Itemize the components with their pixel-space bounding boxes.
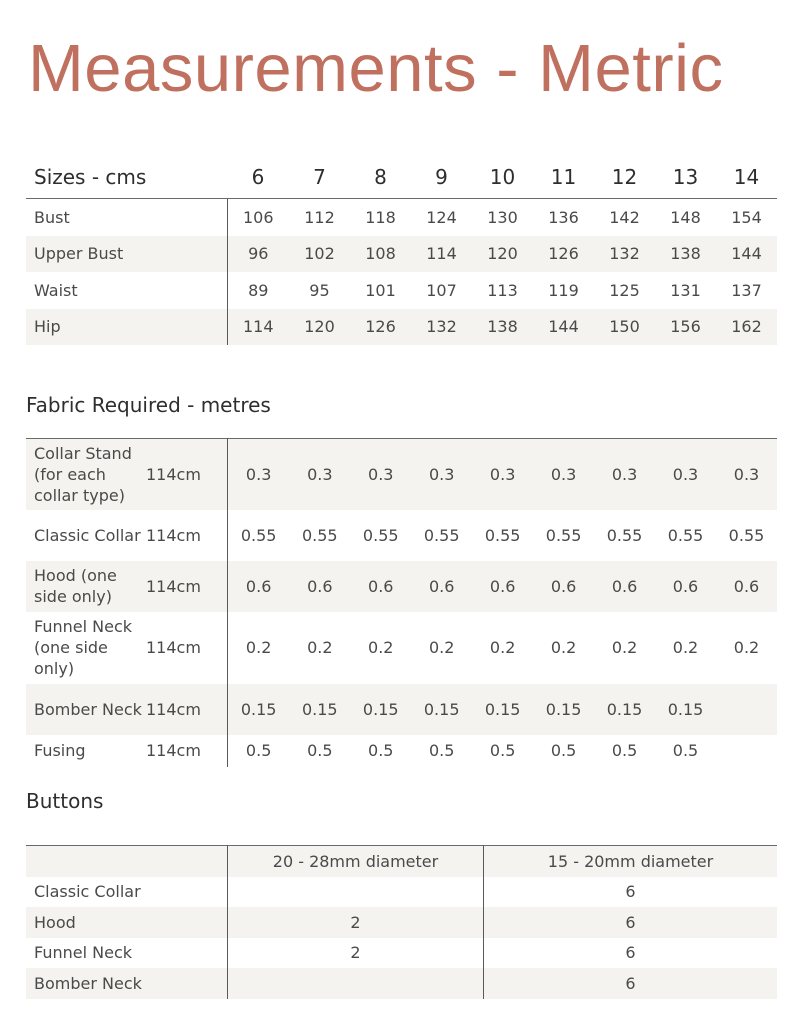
table-cell: 137 [731,280,762,300]
table-cell: 0.2 [550,638,577,657]
table-cell: 125 [609,280,640,300]
table-cell: 0.3 [533,439,594,510]
table-cell: 126 [533,236,594,273]
table-row [26,236,777,273]
fabric-width: 114cm [146,735,228,767]
size-column-header: 13 [655,156,716,199]
table-cell: 120 [472,236,533,273]
table-cell: 102 [289,236,350,273]
buttons-table [26,845,777,999]
table-cell: 0.15 [594,684,655,735]
table-cell: 0.6 [289,561,350,612]
table-cell: 0.55 [606,525,643,545]
table-row [26,968,777,999]
table-cell: 0.3 [289,439,350,510]
table-cell: 0.55 [484,525,521,545]
sizes-table [26,156,777,345]
size-column-header: 6 [227,156,289,199]
table-cell: 0.5 [489,741,516,760]
table-cell: 124 [426,207,457,227]
table-cell: 0.5 [672,741,699,760]
table-cell: 162 [716,309,777,346]
table-cell: 0.15 [350,684,411,735]
table-cell: 0.6 [655,561,716,612]
table-cell: 0.6 [594,561,655,612]
buttons-header-empty [26,846,228,877]
row-label: Upper Bust [26,236,227,273]
table-cell: 0.3 [655,439,716,510]
size-column-header: 11 [533,156,594,199]
table-cell: 0.6 [350,561,411,612]
table-cell: 0.2 [733,638,760,657]
column-header: 20 - 28mm diameter [228,846,484,877]
table-cell: 0.15 [533,684,594,735]
table-cell: 107 [426,280,457,300]
table-cell: 0.6 [533,561,594,612]
table-cell: 6 [484,968,778,999]
table-cell: 0.6 [228,561,290,612]
row-label: Bomber Neck [26,968,228,999]
row-label: Funnel Neck [26,938,228,969]
size-column-header: 12 [594,156,655,199]
buttons-header-row [26,846,777,877]
table-cell: 132 [411,309,472,346]
table-cell: 144 [716,236,777,273]
table-cell: 0.55 [545,525,582,545]
table-cell: 96 [227,236,289,273]
table-cell: 101 [365,280,396,300]
table-cell: 130 [487,207,518,227]
table-cell: 0.5 [368,741,394,760]
table-row [26,561,777,612]
table-cell: 0.2 [307,638,333,657]
fabric-width: 114cm [146,561,228,612]
table-row [26,735,777,767]
fabric-width: 114cm [146,439,228,510]
fabric-heading: Fabric Required - metres [26,393,271,417]
table-cell: 0.3 [350,439,411,510]
table-row [26,907,777,938]
table-row [26,684,777,735]
table-cell: 0.55 [423,525,460,545]
row-label: Collar Stand (for each collar type) [26,439,146,510]
table-cell: 0.2 [245,638,272,657]
table-cell: 120 [289,309,350,346]
table-cell: 119 [548,280,579,300]
table-cell [716,735,777,767]
table-cell: 95 [309,280,330,300]
table-row [26,309,777,346]
table-cell: 118 [365,207,396,227]
table-cell: 126 [350,309,411,346]
table-cell: 0.2 [368,638,394,657]
table-row [26,612,777,684]
row-label: Fusing [34,741,86,760]
table-cell: 0.6 [411,561,472,612]
row-label: Hood [26,907,228,938]
row-label: Funnel Neck (one side only) [34,617,132,678]
table-cell: 0.2 [672,638,699,657]
table-cell: 2 [228,938,484,969]
row-label: Classic Collar [34,525,141,545]
table-cell: 0.6 [716,561,777,612]
size-column-header: 10 [472,156,533,199]
row-label: Waist [26,272,227,309]
table-cell: 114 [227,309,289,346]
size-column-header: 9 [411,156,472,199]
table-cell: 148 [670,207,701,227]
table-cell: 0.55 [728,525,765,545]
table-cell: 144 [533,309,594,346]
table-cell: 0.55 [301,525,338,545]
table-row [26,439,777,510]
table-cell: 0.5 [550,741,577,760]
table-cell: 2 [228,907,484,938]
row-label: Bust [26,199,227,236]
table-row [26,877,777,908]
table-cell: 0.15 [228,684,290,735]
table-cell: 0.2 [428,638,455,657]
table-cell: 0.15 [655,684,716,735]
table-cell: 0.15 [472,684,533,735]
table-cell: 108 [350,236,411,273]
table-cell: 114 [411,236,472,273]
table-cell: 0.55 [667,525,704,545]
table-cell: 0.3 [228,439,290,510]
table-cell: 0.5 [245,741,272,760]
table-cell: 0.3 [716,439,777,510]
table-cell: 131 [670,280,701,300]
table-cell: 6 [484,877,778,908]
table-cell: 0.2 [489,638,516,657]
sizes-header-row [26,156,777,199]
table-cell [228,968,484,999]
table-cell: 150 [594,309,655,346]
table-cell: 6 [484,907,778,938]
fabric-width: 114cm [146,510,228,561]
fabric-table [26,438,777,767]
table-cell: 138 [655,236,716,273]
table-cell: 0.6 [472,561,533,612]
table-row [26,938,777,969]
fabric-width: 114cm [146,684,228,735]
sizes-header-label: Sizes - cms [26,156,227,199]
size-column-header: 8 [350,156,411,199]
table-cell: 0.15 [289,684,350,735]
row-label: Classic Collar [26,877,228,908]
table-cell: 89 [248,280,269,300]
table-cell [228,877,484,908]
size-column-header: 7 [289,156,350,199]
table-cell: 132 [594,236,655,273]
table-cell: 0.2 [611,638,638,657]
table-cell: 0.55 [362,525,399,545]
table-cell: 0.55 [240,525,277,545]
table-cell [716,684,777,735]
row-label: Bomber Neck [26,684,146,735]
table-cell: 112 [304,207,335,227]
table-cell: 0.3 [594,439,655,510]
table-cell: 142 [609,207,640,227]
table-cell: 0.3 [411,439,472,510]
row-label: Hip [26,309,227,346]
fabric-width: 114cm [146,612,228,684]
table-cell: 0.5 [428,741,455,760]
table-row [26,510,777,561]
table-cell: 0.5 [611,741,638,760]
table-cell: 138 [472,309,533,346]
table-row [26,272,777,309]
table-cell: 0.15 [411,684,472,735]
size-column-header: 14 [716,156,777,199]
page-title: Measurements - Metric [28,31,724,106]
buttons-heading: Buttons [26,789,104,813]
table-cell: 136 [548,207,579,227]
table-cell: 6 [484,938,778,969]
row-label: Hood (one side only) [26,561,146,612]
table-cell: 154 [731,207,762,227]
table-cell: 113 [487,280,518,300]
table-row [26,199,777,236]
table-cell: 0.5 [307,741,333,760]
column-header: 15 - 20mm diameter [484,846,778,877]
table-cell: 106 [242,207,274,227]
table-cell: 0.3 [472,439,533,510]
table-cell: 156 [655,309,716,346]
